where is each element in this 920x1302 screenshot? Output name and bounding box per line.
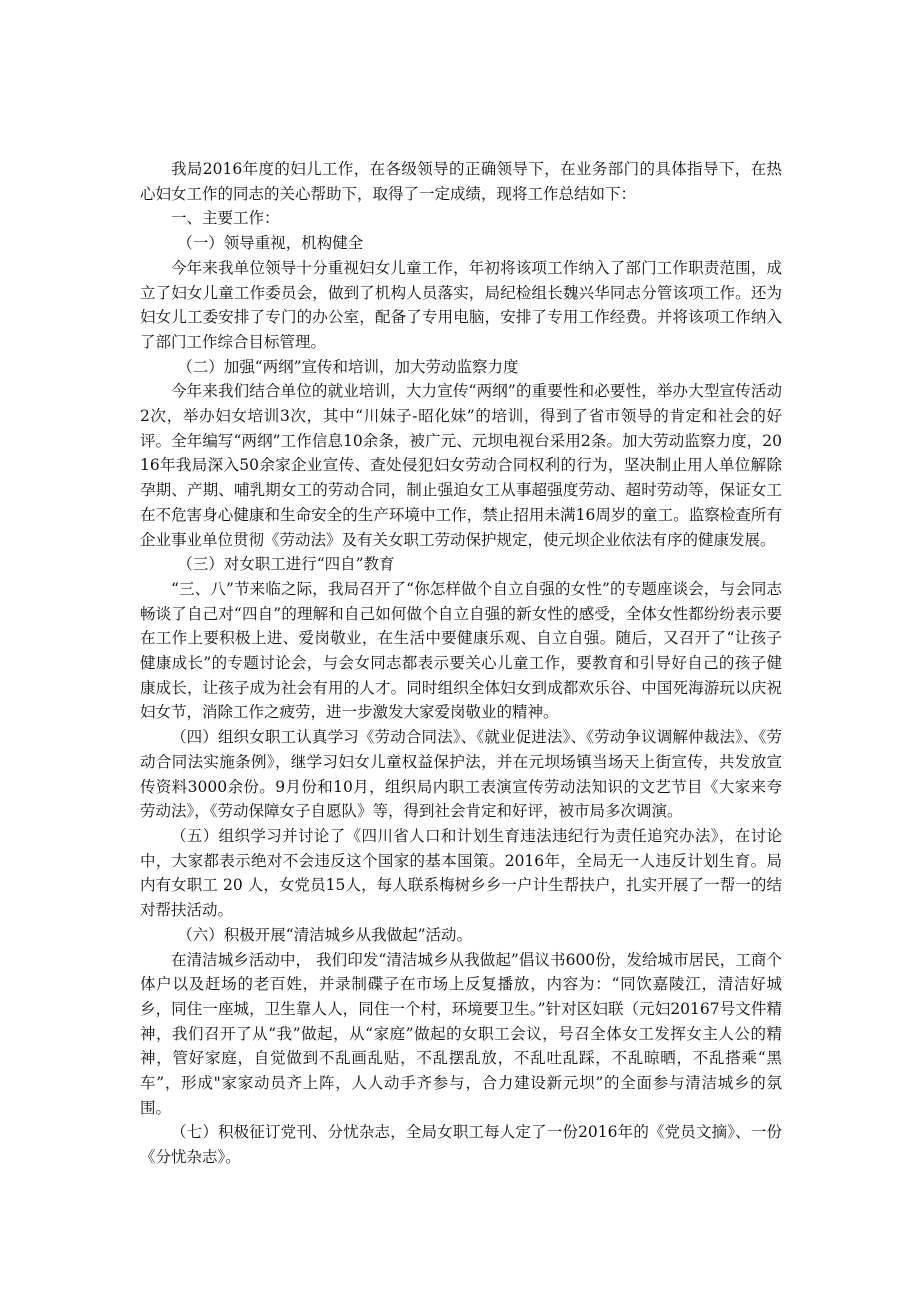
subsection-heading: （三）对女职工进行“四自”教育 [177,555,395,574]
document-body [140,157,782,1170]
paragraph: “三、八”节来临之际，我局召开了“你怎样做个自立自强的女性”的专题座谈会，与会同志畅谈了自己对“四自”的理解和自己如何做个自立自强的新女性的感受，全体女性都纷纷表示要在工作上要积极上进、爱岗敬业，在生活中要健康乐观、自立自强。随后，又召开了“让孩子健康成长”的专题讨论会，与会女同志都表示要关心儿童工作，要教育和引导好自己的孩子健康成长，让孩子成为社会有用的人才。同时组织全体妇女到成都欢乐谷、中国死海游玩以庆祝妇女节，消除工作之疲劳，进一步激发大家爱岗敬业的精神。 [140,579,782,722]
section-heading: 一、主要工作： [171,209,280,228]
subsection-heading: （二）加强“两纲”宣传和培训，加大劳动监察力度 [177,357,519,376]
subsection-heading: （一）领导重视，机构健全 [177,234,364,253]
paragraph: 今年来我们结合单位的就业培训，大力宣传“两纲”的重要性和必要性，举办大型宣传活动2次，举办妇女培训3次，其中“川妹子-昭化妹”的培训，得到了省市领导的肯定和社会的好评。全年编写“两纲”工作信息10余条，被广元、元坝电视台采用2条。加大劳动监察力度，2016年我局深入50余家企业宣传、查处侵犯妇女劳动合同权利的行为，坚决制止用人单位解除孕期、产期、哺乳期女工的劳动合同，制止强迫女工从事超强度劳动、超时劳动等，保证女工在不危害身心健康和生命安全的生产环境中工作，禁止招用未满16周岁的童工。监察检查所有企业事业单位贯彻《劳动法》及有关女职工劳动保护规定，使元坝企业依法有序的健康发展。 [140,382,782,549]
paragraph: 今年来我单位领导十分重视妇女儿童工作，年初将该项工作纳入了部门工作职责范围，成立了妇女儿童工作委员会，做到了机构人员落实，局纪检组长魏兴华同志分管该项工作。还为妇女儿工委安排了专门的办公室，配备了专用电脑，安排了专用工作经费。并将该项工作纳入了部门工作综合目标管理。 [140,258,782,351]
paragraph: （四）组织女职工认真学习《劳动合同法》、《就业促进法》、《劳动争议调解仲裁法》、《劳动合同法实施条例》，继学习妇女儿童权益保护法，并在元坝场镇当场天上街宣传，共发放宣传资料3000余份。9月份和10月，组织局内职工表演宣传劳动法知识的文艺节目《大家来夸劳动法》，《劳动保障女子自愿队》等，得到社会肯定和好评，被市局多次调演。 [140,728,782,821]
paragraph: （五）组织学习并讨论了《四川省人口和计划生育违法违纪行为责任追究办法》，在讨论中，大家都表示绝对不会违反这个国家的基本国策。2016年，全局无一人违反计划生育。局内有女职工 20 人，女党员15人，每人联系梅树乡乡一户计生帮扶户，扎实开展了一帮一的结对帮扶活动。 [140,826,782,920]
paragraph: （七）积极征订党刊、分忧杂志，全局女职工每人定了一份2016年的《党员文摘》、一份《分忧杂志》。 [140,1123,782,1167]
paragraph: 我局2016年度的妇儿工作，在各级领导的正确领导下，在业务部门的具体指导下，在热心妇女工作的同志的关心帮助下，取得了一定成绩，现将工作总结如下： [140,160,782,203]
paragraph: 在清洁城乡活动中， 我们印发“清洁城乡从我做起”倡议书600份，发给城市居民，工商个体户以及赶场的老百姓，并录制碟子在市场上反复播放，内容为：“同饮嘉陵江，清洁好城乡，同住一座城，卫生靠人人，同住一个村，环境要卫生。”针对区妇联（元妇20167号文件精神，我们召开了从“我”做起，从“家庭”做起的女职工会议，号召全体女工发挥女主人公的精神，管好家庭，自觉做到不乱画乱贴，不乱摆乱放，不乱吐乱踩，不乱晾晒，不乱搭乘“黑车”，形成"家家动员齐上阵，人人动手齐参与，合力建设新元坝”的全面参与清洁城乡的氛围。 [140,950,782,1117]
subsection-heading: （六）积极开展“清洁城乡从我做起”活动。 [177,925,473,944]
